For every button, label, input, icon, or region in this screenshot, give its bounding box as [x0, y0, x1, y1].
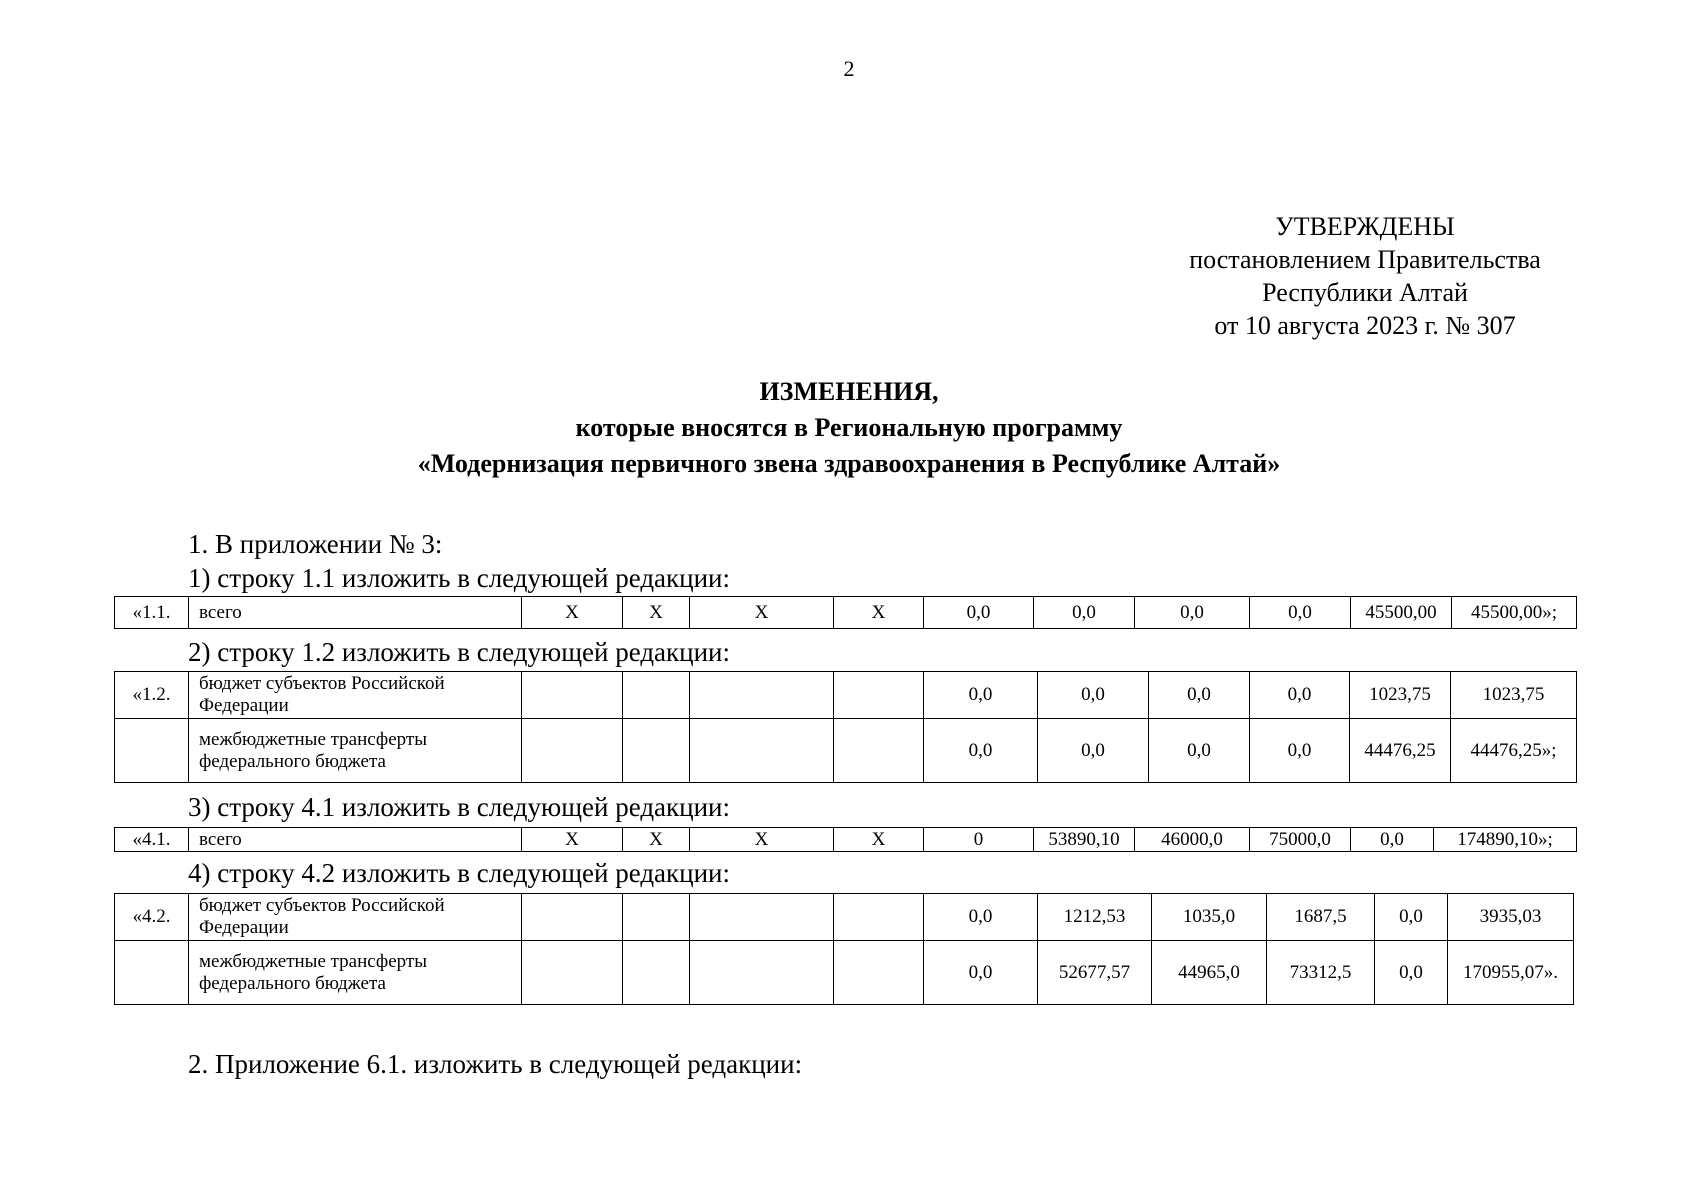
- cell: 0,0: [924, 894, 1038, 941]
- row-code: [115, 941, 189, 1005]
- cell: Х: [834, 828, 924, 852]
- cell: 75000,0: [1250, 828, 1351, 852]
- cell: [522, 941, 623, 1005]
- heading-program-name: «Модернизация первичного звена здравоохранения в Республике Алтай»: [417, 449, 1281, 478]
- cell: 0,0: [924, 941, 1038, 1005]
- approval-date: от 10 августа 2023 г. № 307: [1214, 311, 1516, 340]
- cell: 1035,0: [1152, 894, 1267, 941]
- cell: 0,0: [1135, 597, 1250, 629]
- heading-subtitle: которые вносятся в Региональную программу: [575, 413, 1123, 442]
- cell: 73312,5: [1267, 941, 1375, 1005]
- cell: 0,0: [1038, 672, 1149, 719]
- table-row: [115, 597, 1577, 629]
- section-1-item-1: 1) строку 1.1 изложить в следующей редакции:: [188, 563, 731, 593]
- cell: [522, 894, 623, 941]
- approval-line: Республики Алтай: [1262, 278, 1468, 307]
- cell: Х: [623, 828, 690, 852]
- row-code: [115, 719, 189, 783]
- cell: 174890,10»;: [1434, 828, 1577, 852]
- heading-title: ИЗМЕНЕНИЯ,: [759, 377, 939, 406]
- cell: 0,0: [1038, 719, 1149, 783]
- cell: [690, 941, 834, 1005]
- section-2-heading: 2. Приложение 6.1. изложить в следующей редакции:: [188, 1049, 803, 1079]
- row-name: межбюджетные трансферты федерального бюджета: [189, 941, 522, 1005]
- approval-title: УТВЕРЖДЕНЫ: [1275, 212, 1455, 241]
- cell: [834, 719, 924, 783]
- table-row: [115, 894, 1574, 941]
- table-row: [115, 672, 1577, 719]
- cell: 1687,5: [1267, 894, 1375, 941]
- cell: 45500,00»;: [1452, 597, 1577, 629]
- cell: 0,0: [1375, 894, 1448, 941]
- row-name: бюджет субъектов Российской Федерации: [189, 672, 522, 719]
- cell: 44476,25: [1350, 719, 1451, 783]
- section-1-item-4: 4) строку 4.2 изложить в следующей редакции:: [188, 858, 731, 888]
- cell: 3935,03: [1448, 894, 1574, 941]
- section-1-item-2: 2) строку 1.2 изложить в следующей редакции:: [188, 637, 731, 667]
- table-row: [115, 719, 1577, 783]
- cell: 1023,75: [1451, 672, 1577, 719]
- document-heading: [0, 374, 1698, 482]
- cell: 0,0: [1149, 672, 1250, 719]
- cell: 0,0: [1250, 719, 1350, 783]
- table-row-1-1: [114, 596, 1577, 629]
- cell: Х: [690, 828, 834, 852]
- cell: 45500,00: [1351, 597, 1452, 629]
- cell: 44965,0: [1152, 941, 1267, 1005]
- approval-line: постановлением Правительства: [1189, 245, 1541, 274]
- page-number: 2: [843, 56, 855, 81]
- cell: 170955,07».: [1448, 941, 1574, 1005]
- cell: 0,0: [1250, 672, 1350, 719]
- row-name: межбюджетные трансферты федерального бюджета: [189, 719, 522, 783]
- row-code: «4.1.: [115, 828, 189, 852]
- cell: [623, 894, 690, 941]
- cell: 44476,25»;: [1451, 719, 1577, 783]
- cell: [690, 719, 834, 783]
- cell: Х: [522, 597, 623, 629]
- cell: [623, 719, 690, 783]
- cell: Х: [623, 597, 690, 629]
- section-1-heading: 1. В приложении № 3:: [188, 529, 443, 559]
- section-1-item-3: 3) строку 4.1 изложить в следующей редакции:: [188, 792, 731, 822]
- cell: [623, 672, 690, 719]
- cell: 0,0: [924, 597, 1034, 629]
- row-code: «1.1.: [115, 597, 189, 629]
- cell: Х: [522, 828, 623, 852]
- row-code: «4.2.: [115, 894, 189, 941]
- cell: 0,0: [1375, 941, 1448, 1005]
- cell: 0: [924, 828, 1034, 852]
- cell: [834, 894, 924, 941]
- table-row-4-2: [114, 893, 1574, 1005]
- cell: [690, 672, 834, 719]
- cell: [834, 672, 924, 719]
- row-name: всего: [189, 828, 522, 852]
- cell: 1212,53: [1038, 894, 1152, 941]
- table-row-4-1: [114, 827, 1577, 852]
- cell: 0,0: [924, 672, 1038, 719]
- cell: [690, 894, 834, 941]
- table-row: [115, 941, 1574, 1005]
- cell: 0,0: [1149, 719, 1250, 783]
- cell: [834, 941, 924, 1005]
- cell: 0,0: [924, 719, 1038, 783]
- cell: [623, 941, 690, 1005]
- cell: 46000,0: [1135, 828, 1250, 852]
- row-name: всего: [189, 597, 522, 629]
- cell: Х: [690, 597, 834, 629]
- cell: [522, 719, 623, 783]
- cell: 52677,57: [1038, 941, 1152, 1005]
- approval-stamp: [1150, 210, 1580, 342]
- cell: 0,0: [1250, 597, 1351, 629]
- row-name: бюджет субъектов Российской Федерации: [189, 894, 522, 941]
- row-code: «1.2.: [115, 672, 189, 719]
- cell: 0,0: [1351, 828, 1434, 852]
- table-row: [115, 828, 1577, 852]
- cell: 53890,10: [1034, 828, 1135, 852]
- cell: 1023,75: [1350, 672, 1451, 719]
- cell: 0,0: [1034, 597, 1135, 629]
- table-row-1-2: [114, 671, 1577, 783]
- cell: Х: [834, 597, 924, 629]
- cell: [522, 672, 623, 719]
